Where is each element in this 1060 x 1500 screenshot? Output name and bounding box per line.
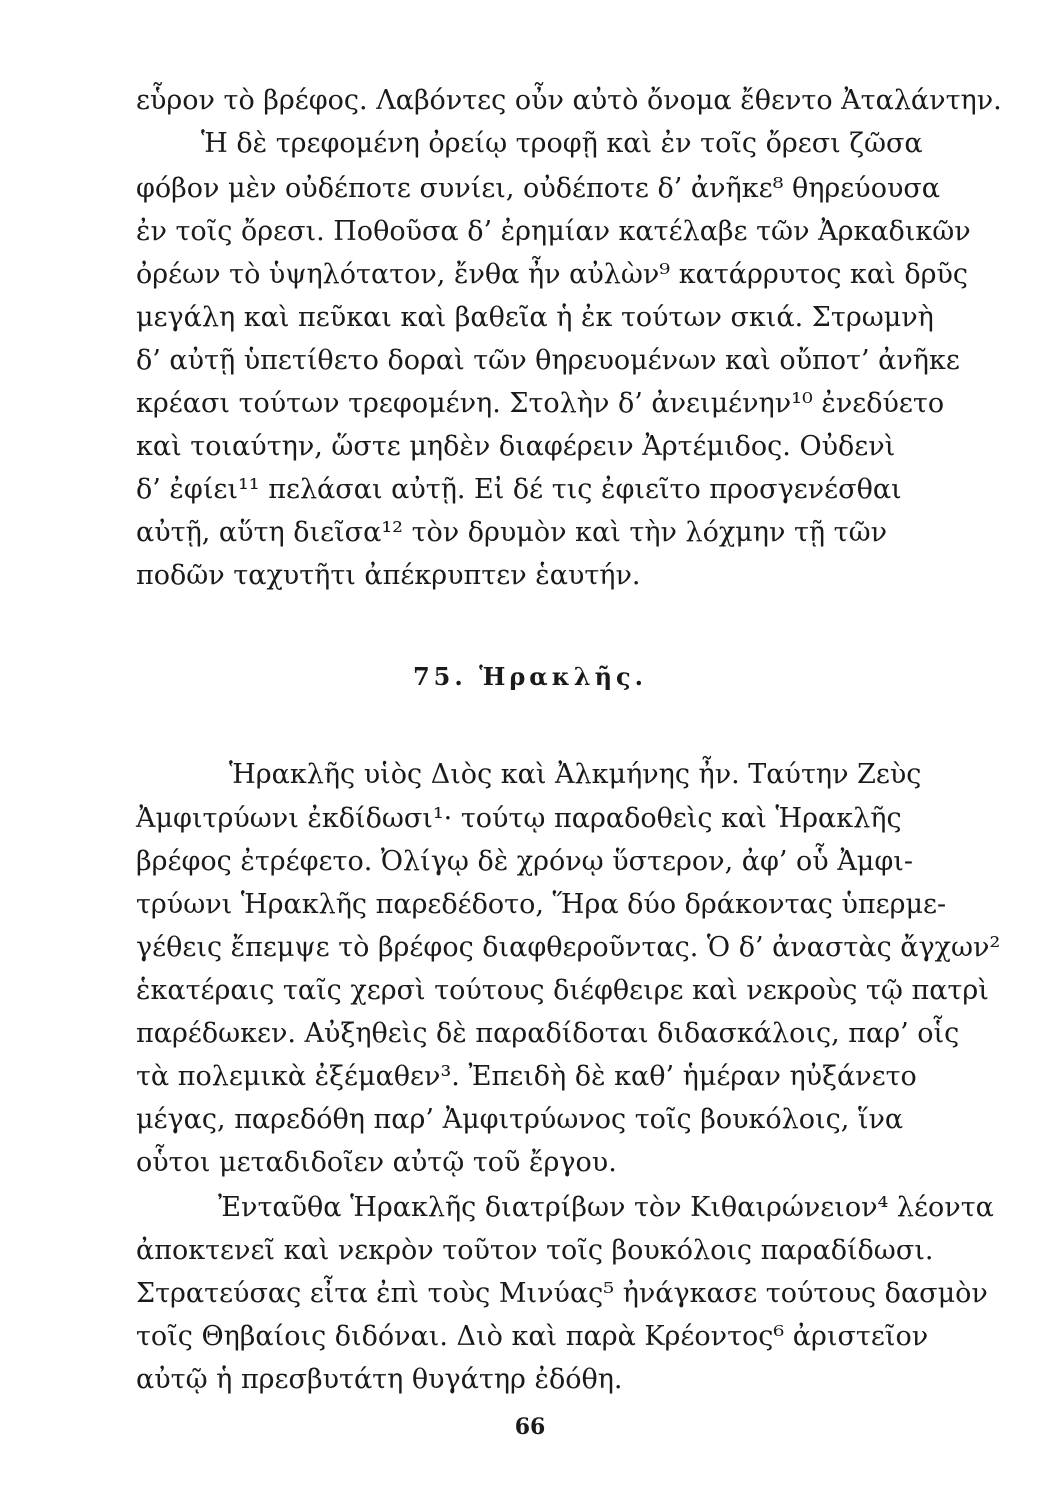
text-line: εὗρον τὸ βρέφος. Λαβόντες οὖν αὐτὸ ὄνομα ἔθεντο Ἀταλάντην. bbox=[136, 85, 1002, 116]
text-line: μέγας, παρεδόθη παρ’ Ἀμφιτρύωνος τοῖς βουκόλοις, ἵνα bbox=[136, 1104, 904, 1135]
text-line: φόβον μὲν οὐδέποτε συνίει, οὐδέποτε δ’ ἀνῆκε⁸ θηρεύουσα bbox=[136, 173, 941, 204]
text-line: τοῖς Θηβαίοις διδόναι. Διὸ καὶ παρὰ Κρέοντος⁶ ἀριστεῖον bbox=[136, 1321, 929, 1352]
text-line: κρέασι τούτων τρεφομένη. Στολὴν δ’ ἀνειμένην¹⁰ ἐνεδύετο bbox=[136, 388, 945, 419]
text-line: αὐτῷ ἡ πρεσβυτάτη θυγάτηρ ἐδόθη. bbox=[136, 1364, 623, 1395]
section-heading: 75. Ἡρακλῆς. bbox=[412, 662, 648, 691]
text-line: Ἡρακλῆς υἱὸς Διὸς καὶ Ἀλκμήνης ἦν. Ταύτην Ζεὺς bbox=[229, 759, 922, 790]
page-number: 66 bbox=[514, 1414, 546, 1440]
text-line: οὗτοι μεταδιδοῖεν αὐτῷ τοῦ ἔργου. bbox=[136, 1147, 617, 1178]
text-line: Ἐνταῦθα Ἡρακλῆς διατρίβων τὸν Κιθαιρώνειον⁴ λέοντα bbox=[218, 1192, 994, 1223]
text-line: ἐν τοῖς ὄρεσι. Ποθοῦσα δ’ ἐρημίαν κατέλαβε τῶν Ἀρκαδικῶν bbox=[136, 216, 971, 247]
text-line: ἀποκτενεῖ καὶ νεκρὸν τοῦτον τοῖς βουκόλοις παραδίδωσι. bbox=[136, 1235, 934, 1266]
text-line: ὀρέων τὸ ὑψηλότατον, ἔνθα ἦν αὐλὼν⁹ κατάρρυτος καὶ δρῦς bbox=[136, 259, 968, 290]
text-line: παρέδωκεν. Αὐξηθεὶς δὲ παραδίδοται διδασκάλοις, παρ’ οἷς bbox=[136, 1018, 960, 1049]
text-line: ποδῶν ταχυτῆτι ἀπέκρυπτεν ἑαυτήν. bbox=[136, 560, 641, 591]
text-line: αὐτῇ, αὕτη διεῖσα¹² τὸν δρυμὸν καὶ τὴν λόχμην τῇ τῶν bbox=[136, 517, 888, 548]
text-line: καὶ τοιαύτην, ὥστε μηδὲν διαφέρειν Ἀρτέμιδος. Οὐδενὶ bbox=[136, 431, 896, 462]
text-line: δ’ αὐτῇ ὑπετίθετο δοραὶ τῶν θηρευομένων καὶ οὔποτ’ ἀνῆκε bbox=[136, 345, 960, 376]
text-line: Ἀμφιτρύωνι ἐκδίδωσι¹· τούτῳ παραδοθεὶς καὶ Ἡρακλῆς bbox=[136, 803, 902, 834]
text-line: μεγάλη καὶ πεῦκαι καὶ βαθεῖα ἡ ἐκ τούτων σκιά. Στρωμνὴ bbox=[136, 302, 934, 333]
text-line: ἑκατέραις ταῖς χερσὶ τούτους διέφθειρε καὶ νεκροὺς τῷ πατρὶ bbox=[136, 975, 989, 1006]
text-line: γέθεις ἔπεμψε τὸ βρέφος διαφθεροῦντας. Ὁ δ’ ἀναστὰς ἄγχων² bbox=[136, 932, 1001, 963]
text-line: Στρατεύσας εἶτα ἐπὶ τοὺς Μινύας⁵ ἠνάγκασε τούτους δασμὸν bbox=[136, 1278, 988, 1309]
text-line: τρύωνι Ἡρακλῆς παρεδέδοτο, Ἥρα δύο δράκοντας ὑπερμε- bbox=[136, 889, 947, 920]
text-line: Ἡ δὲ τρεφομένη ὀρείῳ τροφῇ καὶ ἐν τοῖς ὄρεσι ζῶσα bbox=[201, 128, 923, 159]
text-line: δ’ ἐφίει¹¹ πελάσαι αὐτῇ. Εἰ δέ τις ἐφιεῖτο προσγενέσθαι bbox=[136, 474, 902, 505]
text-line: βρέφος ἐτρέφετο. Ὀλίγῳ δὲ χρόνῳ ὕστερον, ἀφ’ οὗ Ἀμφι- bbox=[136, 846, 913, 877]
text-line: τὰ πολεμικὰ ἐξέμαθεν³. Ἐπειδὴ δὲ καθ’ ἡμέραν ηὐξάνετο bbox=[136, 1061, 917, 1092]
